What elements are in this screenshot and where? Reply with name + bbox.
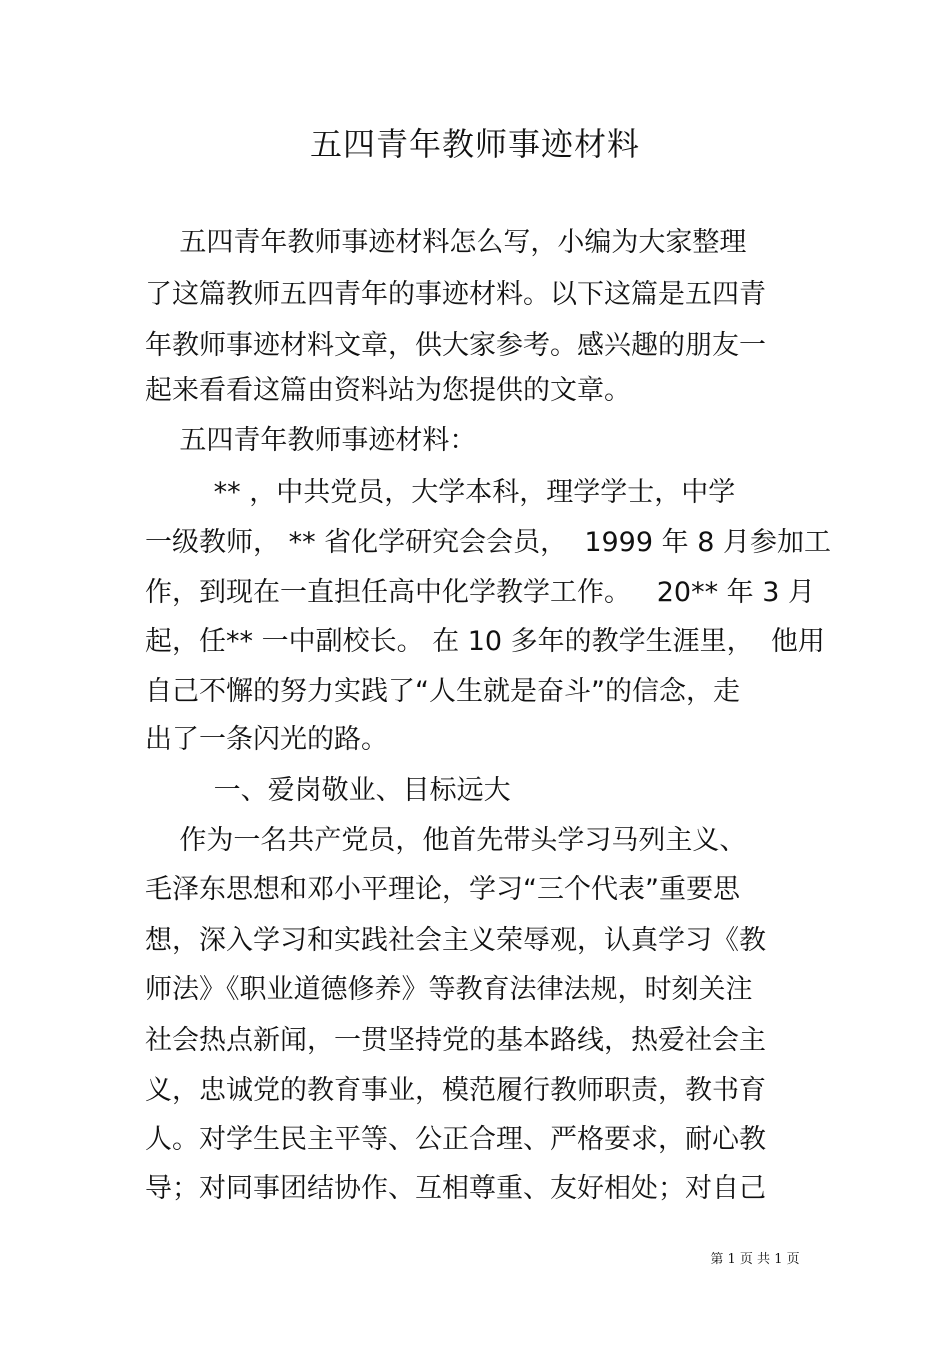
body-line-5: 五四青年教师事迹材料： bbox=[145, 425, 477, 456]
body-line-20: 导；对同事团结协作、互相尊重、友好相处；对自己 bbox=[145, 1173, 766, 1204]
body-line-6: ** ，中共党员，大学本科，理学学士，中学 bbox=[145, 477, 736, 508]
body-line-14: 毛泽东思想和邓小平理论，学习“三个代表”重要思 bbox=[145, 874, 740, 905]
body-line-11: 出了一条闪光的路。 bbox=[145, 724, 388, 755]
body-line-9: 起，任** 一中副校长。 在 10 多年的教学生涯里， 他用 bbox=[145, 626, 825, 657]
section-heading: 一、爱岗敬业、目标远大 bbox=[145, 775, 511, 806]
body-line-15: 想，深入学习和实践社会主义荣辱观，认真学习《教 bbox=[145, 925, 766, 956]
body-line-17: 社会热点新闻，一贯坚持党的基本路线，热爱社会主 bbox=[145, 1025, 766, 1056]
body-line-3: 年教师事迹材料文章，供大家参考。感兴趣的朋友一 bbox=[145, 330, 766, 361]
body-line-4: 起来看看这篇由资料站为您提供的文章。 bbox=[145, 375, 631, 406]
body-line-16: 师法》《职业道德修养》等教育法律法规，时刻关注 bbox=[145, 974, 753, 1005]
document-title: 五四青年教师事迹材料 bbox=[309, 125, 640, 163]
body-line-7: 一级教师， ** 省化学研究会会员， 1999 年 8 月参加工 bbox=[145, 527, 831, 558]
body-line-19: 人。对学生民主平等、公正合理、严格要求，耐心教 bbox=[145, 1124, 766, 1155]
body-line-10: 自己不懈的努力实践了“人生就是奋斗”的信念，走 bbox=[145, 676, 740, 707]
page-number-footer: 第 1 页 共 1 页 bbox=[710, 1252, 800, 1267]
body-line-18: 义，忠诚党的教育事业，模范履行教师职责，教书育 bbox=[145, 1075, 766, 1106]
body-line-13: 作为一名共产党员，他首先带头学习马列主义、 bbox=[145, 825, 747, 856]
body-line-8: 作，到现在一直担任高中化学教学工作。 20** 年 3 月 bbox=[145, 577, 816, 608]
body-line-1: 五四青年教师事迹材料怎么写，小编为大家整理 bbox=[145, 227, 747, 258]
body-line-2: 了这篇教师五四青年的事迹材料。以下这篇是五四青 bbox=[145, 279, 766, 310]
